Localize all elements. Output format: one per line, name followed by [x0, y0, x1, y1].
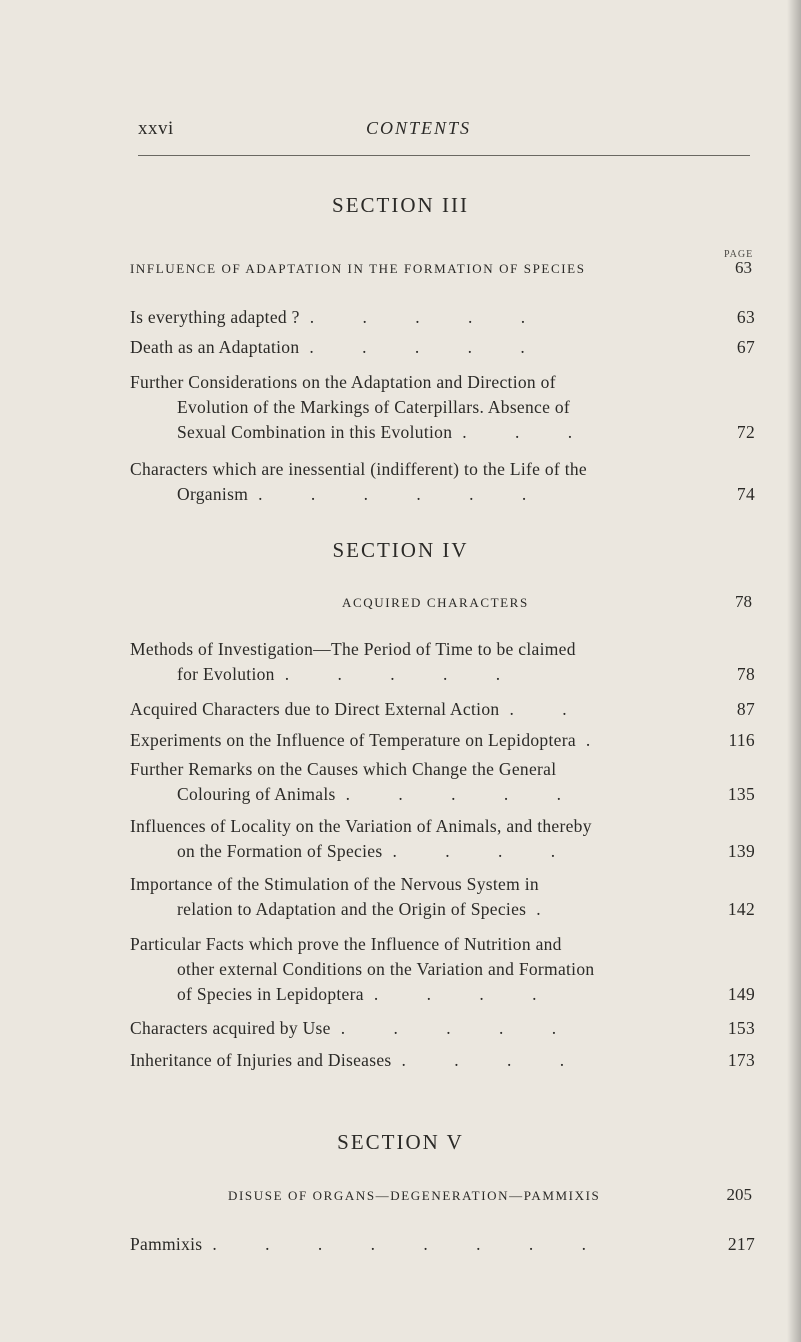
entry-page: 63	[736, 307, 755, 327]
entry-line: other external Conditions on the Variation and Formation	[177, 959, 595, 979]
entry-page: 67	[736, 337, 755, 357]
section-subtitle-row	[130, 258, 752, 280]
running-title: CONTENTS	[366, 118, 472, 138]
entry-line: Characters which are inessential (indifferent) to the Life of the	[130, 459, 587, 479]
entry-line: Particular Facts which prove the Influence of Nutrition and	[130, 934, 562, 954]
section-subtitle-row	[130, 592, 752, 614]
entry-line: Evolution of the Markings of Caterpillars. Absence of	[177, 397, 571, 417]
entry-line: Is everything adapted ? . . . . .	[130, 307, 548, 327]
running-head	[138, 118, 750, 144]
leader-dots: . . . .	[401, 1050, 587, 1070]
section-heading: SECTION IV	[332, 538, 469, 562]
entry-line: for Evolution . . . . .	[177, 664, 523, 684]
toc-entry	[130, 335, 755, 360]
toc-entry	[130, 697, 755, 722]
entry-page: 153	[727, 1018, 755, 1038]
section-subtitle-row	[130, 1185, 752, 1207]
leader-dots: .	[536, 899, 563, 919]
entry-line: of Species in Lepidoptera . . . .	[177, 984, 559, 1004]
entry-line: Death as an Adaptation . . . . .	[130, 337, 547, 357]
leader-dots: . . .	[462, 422, 595, 442]
leader-dots: . .	[509, 699, 589, 719]
entry-page: 173	[727, 1050, 755, 1070]
entry-line: Acquired Characters due to Direct External Action . .	[130, 699, 589, 719]
entry-page: 217	[727, 1234, 755, 1254]
entry-line: Further Remarks on the Causes which Change the General	[130, 759, 557, 779]
leader-dots: . . . . . . . .	[212, 1234, 609, 1254]
entry-line: Pammixis . . . . . . . .	[130, 1234, 609, 1254]
toc-entry	[130, 1232, 755, 1257]
entry-page: 74	[736, 484, 755, 504]
entry-page: 116	[728, 730, 755, 750]
leader-dots: . . . . .	[309, 337, 547, 357]
entry-line: Colouring of Animals . . . . .	[177, 784, 584, 804]
entry-line: Sexual Combination in this Evolution . . .	[177, 422, 595, 442]
page-number: xxvi	[138, 118, 174, 139]
leader-dots: . . . . .	[345, 784, 584, 804]
entry-line: Influences of Locality on the Variation of Animals, and thereby	[130, 816, 592, 836]
toc-entry	[130, 637, 755, 687]
entry-page: 142	[727, 899, 755, 919]
leader-dots: . . . . . .	[258, 484, 549, 504]
toc-entry	[130, 1048, 755, 1073]
entry-page: 72	[736, 422, 755, 442]
leader-dots: .	[585, 730, 613, 750]
leader-dots: . . . .	[392, 841, 578, 861]
entry-line: relation to Adaptation and the Origin of Species .	[177, 899, 563, 919]
entry-line: Organism . . . . . .	[177, 484, 549, 504]
entry-page: 149	[727, 984, 755, 1004]
entry-line: Methods of Investigation—The Period of Time to be claimed	[130, 639, 576, 659]
section-heading: SECTION V	[337, 1130, 464, 1154]
entry-line: Characters acquired by Use . . . . .	[130, 1018, 579, 1038]
section-page: 78	[735, 592, 752, 611]
leader-dots: . . . .	[373, 984, 559, 1004]
page-column-label: PAGE	[724, 249, 754, 260]
toc-entry	[130, 370, 755, 445]
leader-dots: . . . . .	[309, 307, 548, 327]
leader-dots: . . . . .	[284, 664, 523, 684]
entry-line: Further Considerations on the Adaptation and Direction of	[130, 372, 556, 392]
entry-line: Experiments on the Influence of Temperature on Lepidoptera .	[130, 730, 613, 750]
toc-entry	[130, 757, 755, 807]
section-subtitle: ACQUIRED CHARACTERS	[342, 595, 529, 610]
entry-page: 87	[736, 699, 755, 719]
entry-line: Importance of the Stimulation of the Nervous System in	[130, 874, 539, 894]
section-heading: SECTION III	[332, 193, 469, 217]
entry-page: 78	[736, 664, 755, 684]
toc-entry	[130, 305, 755, 330]
section-subtitle: INFLUENCE OF ADAPTATION IN THE FORMATION OF SPECIES	[130, 261, 586, 276]
entry-line: on the Formation of Species . . . .	[177, 841, 578, 861]
toc-entry	[130, 728, 755, 753]
toc-entry	[130, 932, 755, 1007]
leader-dots: . . . . .	[340, 1018, 579, 1038]
toc-entry	[130, 1016, 755, 1041]
toc-entry	[130, 872, 755, 922]
entry-line: Inheritance of Injuries and Diseases . . . .	[130, 1050, 587, 1070]
entry-page: 139	[727, 841, 755, 861]
toc-entry	[130, 814, 755, 864]
section-page: 205	[726, 1185, 752, 1204]
section-subtitle: DISUSE OF ORGANS—DEGENERATION—PAMMIXIS	[228, 1188, 601, 1203]
entry-page: 135	[727, 784, 755, 804]
toc-entry	[130, 457, 755, 507]
header-rule	[138, 155, 750, 156]
section-page: 63	[735, 258, 752, 277]
